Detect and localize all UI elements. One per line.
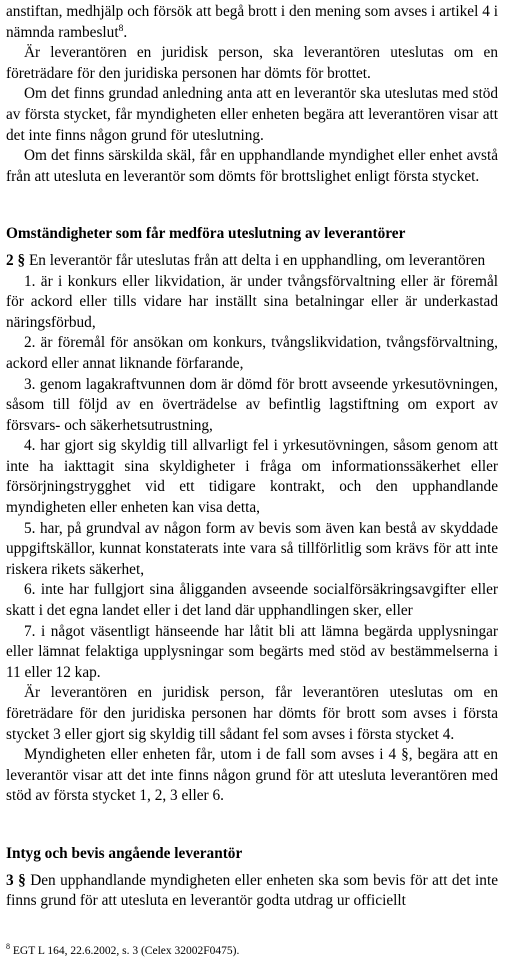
list-item-2: 2. är föremål för ansökan om konkurs, tvångslikvidation, tvångsförvaltning, ackord eller annat liknande förfarande, bbox=[6, 334, 498, 372]
intro-paragraph-4: Om det finns särskilda skäl, får en upphandlande myndighet eller enhet avstå från att utesluta en leverantör som dömts för brottslighet enligt första stycket. bbox=[6, 147, 498, 185]
document-body bbox=[6, 0, 498, 912]
section-2-lead-text: En leverantör får uteslutas från att delta i en upphandling, om leverantören bbox=[28, 251, 486, 269]
footnote-number: 8 bbox=[6, 942, 10, 952]
section-heading-certificates: Intyg och bevis angående leverantör bbox=[6, 844, 243, 862]
footnote-text: EGT L 164, 22.6.2002, s. 3 (Celex 32002F0475). bbox=[12, 945, 240, 957]
list-item-3: 3. genom lagakraftvunnen dom är dömd för brott avseende yrkesutövningen, såsom till följd av en överträdelse av befintlig lagstiftning om export av försvars- och säkerhetsutrustning, bbox=[6, 375, 498, 434]
list-item-7: 7. i något väsentligt hänseende har låtit bli att lämna begärda upplysningar eller lämnat felaktiga upplysningar som begärts med stöd av bestämmelserna i 11 eller 12 kap. bbox=[6, 622, 498, 681]
section-heading-exclusion: Omständigheter som får medföra uteslutning av leverantörer bbox=[6, 225, 406, 243]
intro-paragraph-2: Är leverantören en juridisk person, ska leverantören uteslutas om en företrädare för den juridiska personen har dömts för brottet. bbox=[6, 44, 498, 82]
intro-paragraph-1 bbox=[6, 2, 498, 43]
section-mark-3: 3 § bbox=[6, 871, 26, 889]
paragraph-myndigheten: Myndigheten eller enheten får, utom i de fall som avses i 4 §, begära att en leverantör visar att det inte finns någon grund för att utesluta leverantören med stöd av första stycket 1, 2, 3 eller 6. bbox=[6, 746, 498, 805]
section-mark-2: 2 § bbox=[6, 251, 26, 269]
intro-text-1: anstiftan, medhjälp och försök att begå brott i den mening som avses i artikel 4 i nämnda rambeslut bbox=[6, 3, 498, 41]
footnote-reference[interactable]: 8 bbox=[118, 23, 124, 34]
list-item-4: 4. har gjort sig skyldig till allvarligt fel i yrkesutövningen, såsom genom att inte ha iakttagit sina skyldigheter i fråga om informationssäkerhet eller försörjningstrygghet vid ett tidigare kontrakt, och den upphandlande myndigheten eller enheten kan visa detta, bbox=[6, 437, 498, 517]
footnote bbox=[6, 944, 498, 958]
list-item-1: 1. är i konkurs eller likvidation, är under tvångsförvaltning eller är föremål för ackord eller tills vidare har inställt sina betalningar eller är underkastad näringsförbud, bbox=[6, 272, 498, 331]
paragraph-juridisk-person: Är leverantören en juridisk person, får leverantören uteslutas om en företrädare för den juridiska personen har dömts för brott som avses i första stycket 3 eller gjort sig skyldig till sådant fel som avses i första stycket 4. bbox=[6, 684, 498, 743]
section-3-paragraph bbox=[6, 871, 498, 912]
section-2-lead bbox=[6, 251, 498, 272]
list-item-5: 5. har, på grundval av någon form av bevis som även kan bestå av skyddade uppgiftskällor, kunnat konstaterats inte vara så tillförlitlig som krävs för att inte riskera rikets säkerhet, bbox=[6, 519, 498, 578]
intro-text-1-end: . bbox=[123, 23, 128, 41]
list-item-6: 6. inte har fullgjort sina åligganden avseende socialförsäkringsavgifter eller skatt i det egna landet eller i det land där upphandlingen sker, eller bbox=[6, 581, 498, 620]
section-3-text: Den upphandlande myndigheten eller enheten ska som bevis för att det inte finns grund för att utesluta en leverantör godta utdrag ur officiellt bbox=[6, 871, 498, 910]
intro-paragraph-3: Om det finns grundad anledning anta att en leverantör ska uteslutas med stöd av första stycket, får myndigheten eller enheten begära att leverantören visar att det inte finns någon grund för uteslutning. bbox=[6, 85, 498, 144]
